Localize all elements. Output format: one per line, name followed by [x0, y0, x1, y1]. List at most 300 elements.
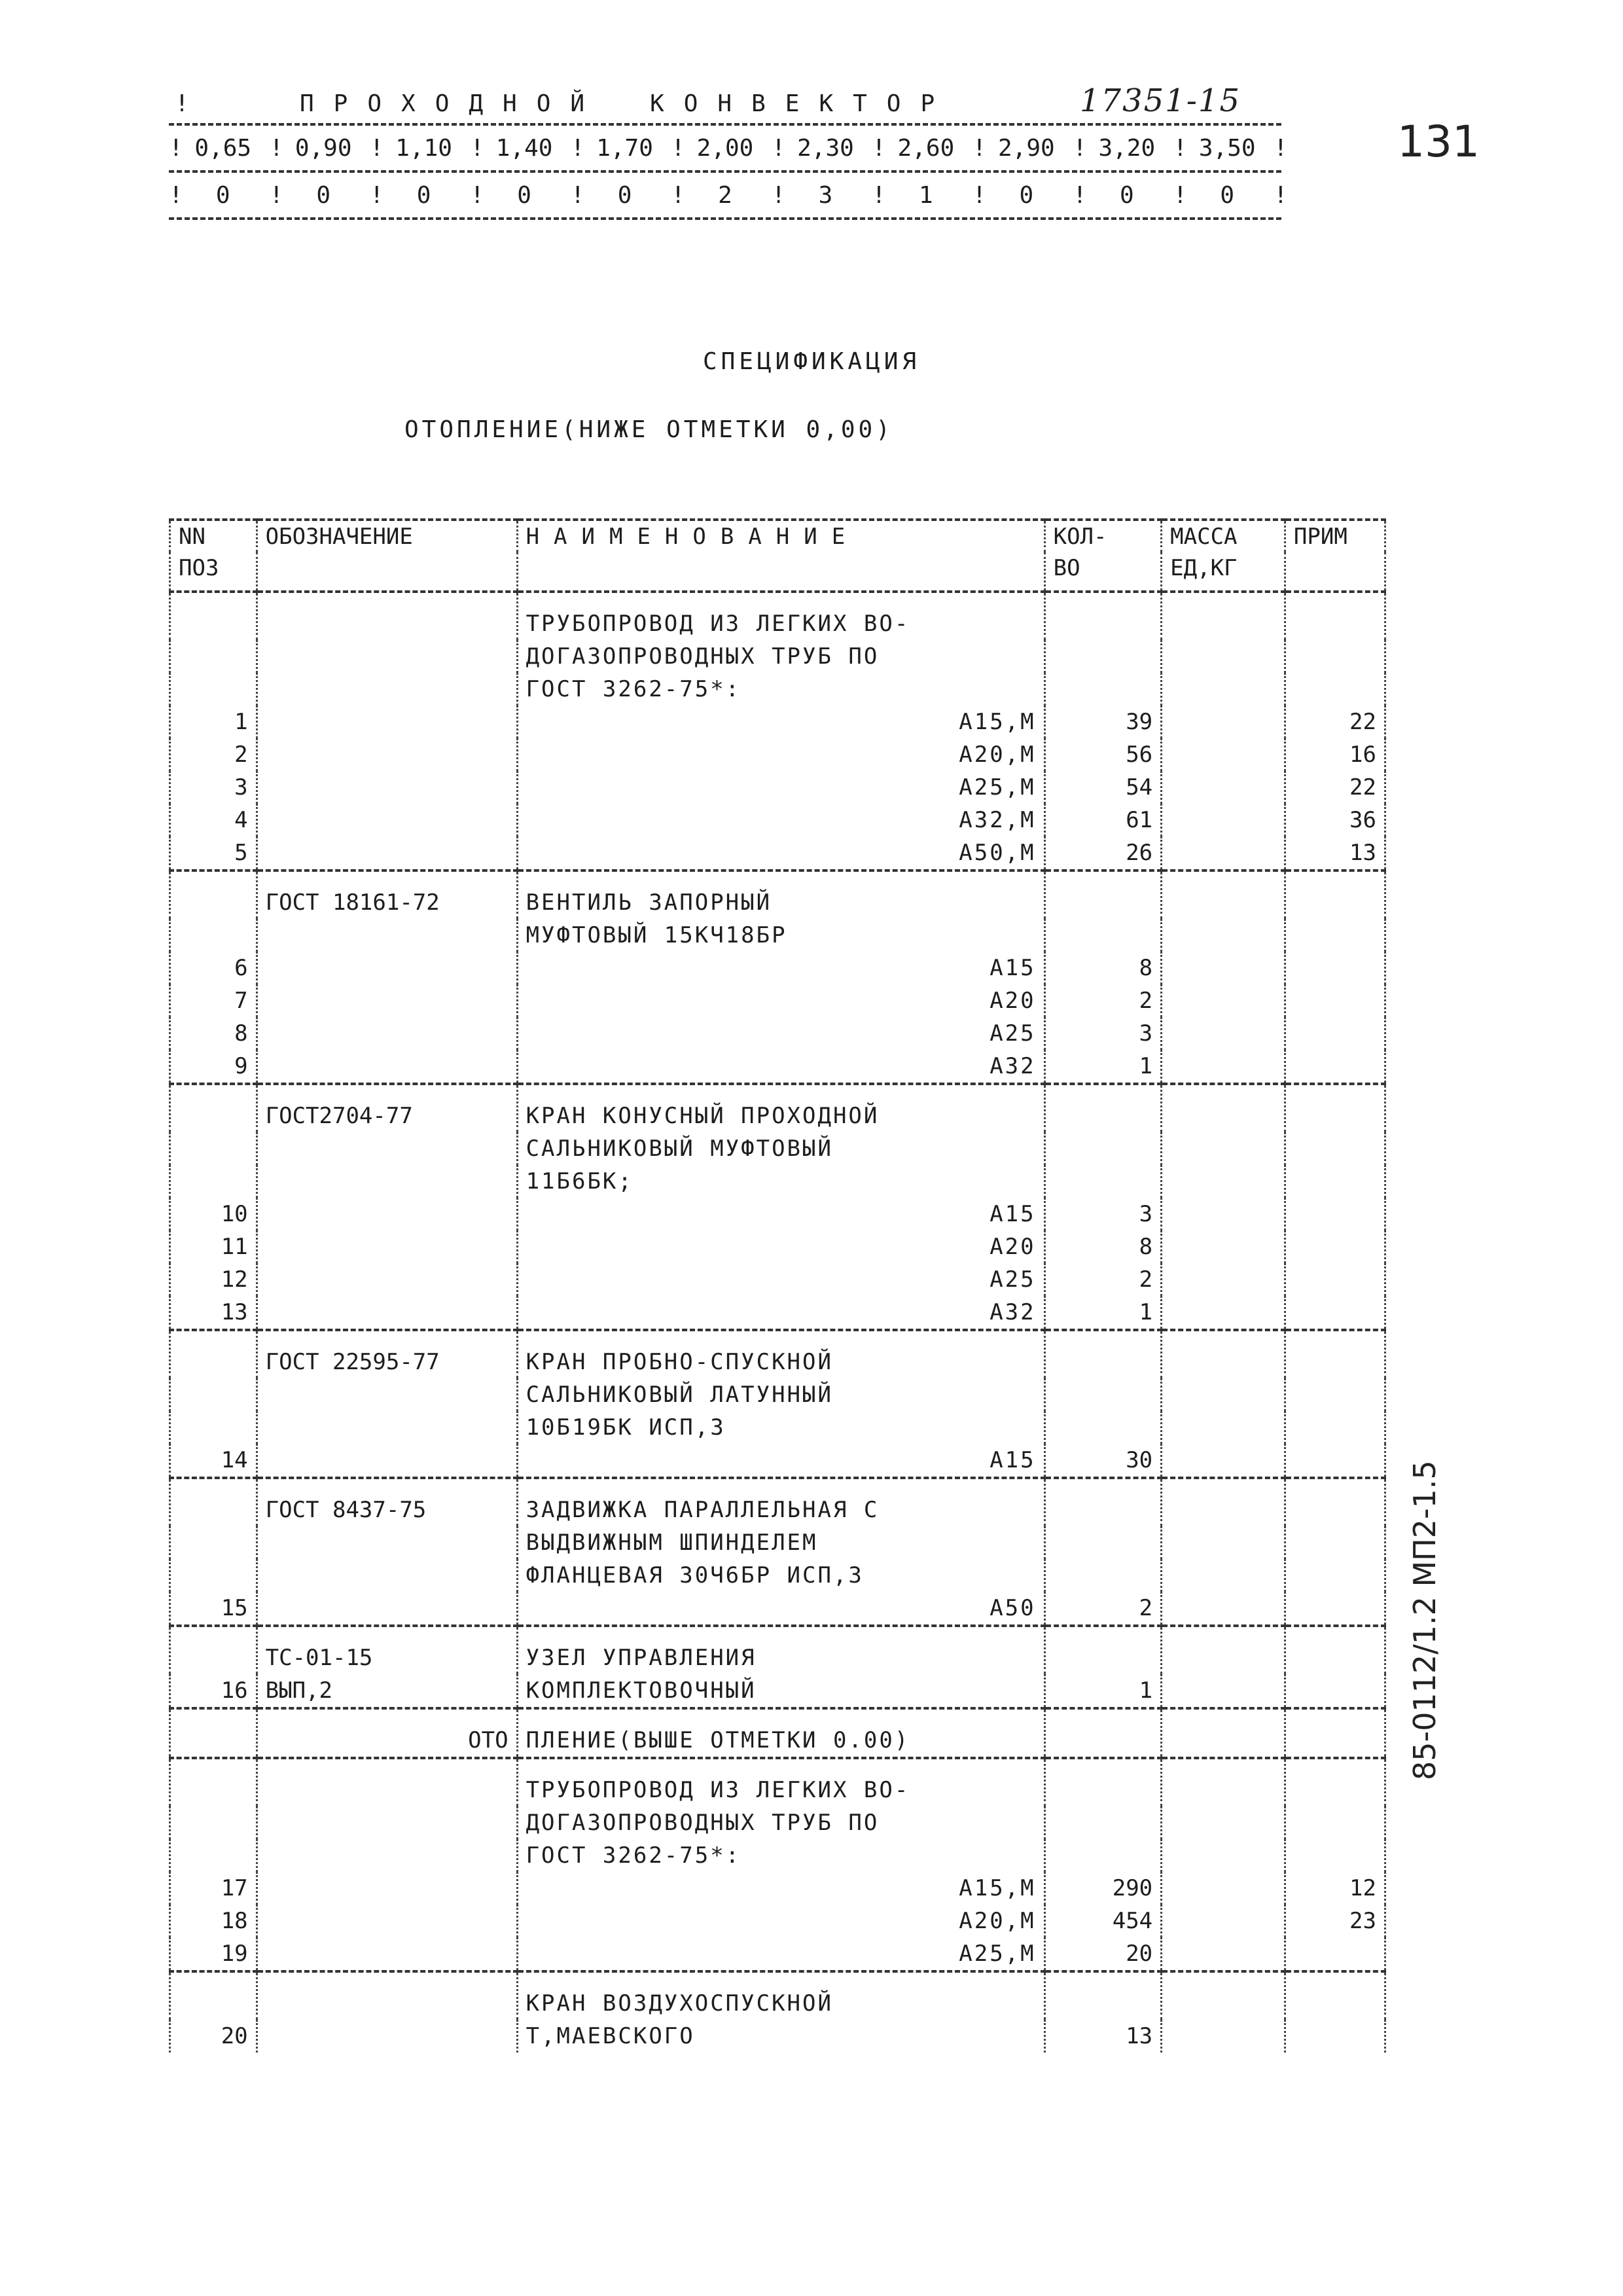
designation-cell	[257, 1050, 517, 1084]
qty-cell	[1044, 1806, 1162, 1839]
size-cell: А32	[517, 1050, 1044, 1084]
name-cell: КОМПЛЕКТОВОЧНЫЙ	[517, 1674, 1044, 1708]
name-cell: САЛЬНИКОВЫЙ МУФТОВЫЙ	[517, 1132, 1044, 1165]
note-cell	[1285, 952, 1385, 984]
note-cell	[1285, 1674, 1385, 1708]
pos-cell	[170, 1378, 257, 1411]
qty-cell: 30	[1044, 1444, 1162, 1478]
convector-counts-row: ! 0 ! 0 ! 0 ! 0 ! 0 ! 2 ! 3 ! 1 ! 0 ! 0 ! 0 !	[169, 181, 1288, 209]
note-cell	[1285, 1230, 1385, 1263]
designation-cell	[257, 738, 517, 771]
mass-cell	[1162, 1017, 1285, 1050]
spec-title: СПЕЦИФИКАЦИЯ	[702, 348, 921, 375]
convector-lengths-row: ! 0,65 ! 0,90 ! 1,10 ! 1,40 ! 1,70 ! 2,00 ! 2,30 ! 2,60 ! 2,90 ! 3,20 ! 3,50 !	[169, 134, 1288, 162]
designation-cell	[257, 1444, 517, 1478]
name-cell: ФЛАНЦЕВАЯ 30Ч6БР ИСП,3	[517, 1559, 1044, 1592]
table-row	[170, 1084, 1385, 1132]
mass-cell	[1162, 804, 1285, 836]
designation-cell	[257, 1937, 517, 1971]
table-row	[170, 592, 1385, 640]
section-right-cell: ПЛЕНИЕ(ВЫШЕ ОТМЕТКИ 0.00)	[517, 1708, 1044, 1758]
pos-cell: 18	[170, 1905, 257, 1937]
table-row	[170, 1559, 1385, 1592]
qty-cell	[1044, 1839, 1162, 1872]
convector-count-cell: 0	[1019, 181, 1034, 209]
pos-cell	[170, 592, 257, 640]
designation-cell	[257, 2020, 517, 2053]
pos-cell	[170, 1330, 257, 1378]
designation-cell	[257, 1526, 517, 1559]
qty-cell: 26	[1044, 836, 1162, 870]
pos-cell: 1	[170, 706, 257, 738]
designation-cell: ВЫП,2	[257, 1674, 517, 1708]
mass-cell	[1162, 738, 1285, 771]
designation-cell	[257, 1592, 517, 1626]
qty-cell	[1044, 1626, 1162, 1674]
note-cell: 22	[1285, 771, 1385, 804]
designation-cell	[257, 1559, 517, 1592]
table-row	[170, 1132, 1385, 1165]
table-row	[170, 919, 1385, 952]
spec-table	[169, 518, 1386, 2053]
note-cell	[1285, 1263, 1385, 1296]
designation-cell	[257, 673, 517, 706]
note-cell: 22	[1285, 706, 1385, 738]
mass-cell	[1162, 1084, 1285, 1132]
pos-cell	[170, 673, 257, 706]
convector-length-cell: 2,30	[797, 134, 854, 162]
table-row	[170, 836, 1385, 870]
qty-cell: 1	[1044, 1296, 1162, 1330]
pos-cell	[170, 1559, 257, 1592]
mass-cell	[1162, 836, 1285, 870]
size-cell: А15,М	[517, 706, 1044, 738]
pos-cell: 5	[170, 836, 257, 870]
pos-cell	[170, 1526, 257, 1559]
pos-cell: 15	[170, 1592, 257, 1626]
qty-cell: 61	[1044, 804, 1162, 836]
mass-cell	[1162, 640, 1285, 673]
mass-cell	[1162, 706, 1285, 738]
note-cell	[1285, 1526, 1385, 1559]
table-row	[170, 640, 1385, 673]
name-cell: ДОГАЗОПРОВОДНЫХ ТРУБ ПО	[517, 1806, 1044, 1839]
table-row	[170, 952, 1385, 984]
convector-length-cell: 1,40	[495, 134, 553, 162]
note-cell	[1285, 1165, 1385, 1198]
size-cell: А15	[517, 1198, 1044, 1230]
qty-cell: 54	[1044, 771, 1162, 804]
size-cell: А25	[517, 1017, 1044, 1050]
name-cell: УЗЕЛ УПРАВЛЕНИЯ	[517, 1626, 1044, 1674]
pos-cell	[170, 1806, 257, 1839]
pos-cell: 9	[170, 1050, 257, 1084]
note-cell	[1285, 1937, 1385, 1971]
note-cell	[1285, 984, 1385, 1017]
qty-cell	[1044, 919, 1162, 952]
qty-cell: 8	[1044, 952, 1162, 984]
header-mass: МАССА	[1162, 520, 1285, 552]
pos-cell	[170, 1626, 257, 1674]
table-row	[170, 1198, 1385, 1230]
convector-count-cell: 0	[416, 181, 431, 209]
mass-cell	[1162, 1758, 1285, 1806]
convector-length-cell: 3,50	[1198, 134, 1256, 162]
mass-cell	[1162, 1378, 1285, 1411]
designation-cell: ГОСТ 18161-72	[257, 870, 517, 919]
note-cell	[1285, 1758, 1385, 1806]
mass-cell	[1162, 1592, 1285, 1626]
convector-length-cell: 2,00	[696, 134, 754, 162]
convector-length-cell: 2,60	[897, 134, 955, 162]
convector-count-cell: 0	[617, 181, 632, 209]
mass-cell	[1162, 870, 1285, 919]
mass-cell	[1162, 1839, 1285, 1872]
pos-cell	[170, 1165, 257, 1198]
name-cell: ВЫДВИЖНЫМ ШПИНДЕЛЕМ	[517, 1526, 1044, 1559]
pos-cell: 7	[170, 984, 257, 1017]
table-row	[170, 984, 1385, 1017]
note-cell	[1285, 1132, 1385, 1165]
designation-cell: ГОСТ 8437-75	[257, 1478, 517, 1526]
qty-cell	[1044, 1526, 1162, 1559]
table-row	[170, 1971, 1385, 2020]
pos-cell	[170, 1758, 257, 1806]
convector-length-cell: 0,65	[194, 134, 252, 162]
qty-cell	[1044, 673, 1162, 706]
pos-cell: 6	[170, 952, 257, 984]
table-row	[170, 1592, 1385, 1626]
convector-length-cell: 0,90	[294, 134, 352, 162]
size-cell: А20	[517, 984, 1044, 1017]
mass-cell	[1162, 1444, 1285, 1478]
name-cell: МУФТОВЫЙ 15КЧ18БР	[517, 919, 1044, 952]
designation-cell	[257, 1263, 517, 1296]
pos-cell: 14	[170, 1444, 257, 1478]
designation-cell	[257, 1230, 517, 1263]
table-row	[170, 1230, 1385, 1263]
header-name: НАИМЕНОВАНИЕ	[517, 520, 1044, 552]
qty-cell: 2	[1044, 984, 1162, 1017]
qty-cell: 1	[1044, 1050, 1162, 1084]
note-cell: 36	[1285, 804, 1385, 836]
pos-cell: 2	[170, 738, 257, 771]
handwritten-code: 17351-15	[1080, 82, 1241, 119]
qty-cell	[1044, 640, 1162, 673]
note-cell	[1285, 2020, 1385, 2053]
table-row	[170, 804, 1385, 836]
mass-cell	[1162, 1559, 1285, 1592]
size-cell: А15	[517, 952, 1044, 984]
table-row	[170, 1526, 1385, 1559]
note-cell	[1285, 1017, 1385, 1050]
pos-cell: 16	[170, 1674, 257, 1708]
designation-cell: ГОСТ 22595-77	[257, 1330, 517, 1378]
pos-cell	[170, 919, 257, 952]
size-cell: А25	[517, 1263, 1044, 1296]
qty-cell	[1044, 1165, 1162, 1198]
note-cell	[1285, 1444, 1385, 1478]
convector-title-word2: КОНВЕКТОР	[650, 90, 955, 117]
spec-body	[170, 592, 1385, 2053]
designation-cell	[257, 804, 517, 836]
mass-cell	[1162, 2020, 1285, 2053]
note-cell: 12	[1285, 1872, 1385, 1905]
qty-cell	[1044, 1559, 1162, 1592]
mass-cell	[1162, 592, 1285, 640]
pos-cell: 19	[170, 1937, 257, 1971]
convector-length-cell: 1,10	[395, 134, 452, 162]
mass-cell	[1162, 1411, 1285, 1444]
mass-cell	[1162, 1526, 1285, 1559]
designation-cell	[257, 1017, 517, 1050]
pos-cell	[170, 1839, 257, 1872]
mass-cell	[1162, 1230, 1285, 1263]
size-cell: А20,М	[517, 1905, 1044, 1937]
mass-cell	[1162, 1330, 1285, 1378]
note-cell	[1285, 870, 1385, 919]
note-cell	[1285, 673, 1385, 706]
qty-cell	[1044, 1411, 1162, 1444]
designation-cell	[257, 1296, 517, 1330]
table-row	[170, 1478, 1385, 1526]
side-code: 85-0112/1.2 МП2-1.5	[1407, 1460, 1442, 1780]
table-row	[170, 1378, 1385, 1411]
qty-cell: 2	[1044, 1263, 1162, 1296]
note-cell	[1285, 1626, 1385, 1674]
name-cell: КРАН ВОЗДУХОСПУСКНОЙ	[517, 1971, 1044, 2020]
designation-cell	[257, 640, 517, 673]
mass-cell	[1162, 1050, 1285, 1084]
table-row	[170, 738, 1385, 771]
table-row	[170, 1872, 1385, 1905]
page-number: 131	[1397, 117, 1480, 167]
mass-cell	[1162, 984, 1285, 1017]
table-row	[170, 1330, 1385, 1378]
designation-cell	[257, 1971, 517, 2020]
mass-cell	[1162, 1708, 1285, 1758]
note-cell: 16	[1285, 738, 1385, 771]
mass-cell	[1162, 1478, 1285, 1526]
pos-cell: 3	[170, 771, 257, 804]
note-cell	[1285, 1330, 1385, 1378]
qty-cell	[1044, 1708, 1162, 1758]
name-cell: 10Б19БК ИСП,3	[517, 1411, 1044, 1444]
designation-cell	[257, 984, 517, 1017]
qty-cell: 39	[1044, 706, 1162, 738]
table-row	[170, 771, 1385, 804]
pos-cell	[170, 870, 257, 919]
mass-cell	[1162, 1937, 1285, 1971]
header-qty: КОЛ-	[1044, 520, 1162, 552]
header-designation: ОБОЗНАЧЕНИЕ	[257, 520, 517, 552]
table-row	[170, 2020, 1385, 2053]
name-cell: ГОСТ 3262-75*:	[517, 673, 1044, 706]
note-cell	[1285, 1084, 1385, 1132]
pos-cell	[170, 1971, 257, 2020]
table-row	[170, 1806, 1385, 1839]
qty-cell	[1044, 592, 1162, 640]
note-cell	[1285, 1050, 1385, 1084]
size-cell: А20	[517, 1230, 1044, 1263]
note-cell	[1285, 1411, 1385, 1444]
name-cell: ДОГАЗОПРОВОДНЫХ ТРУБ ПО	[517, 640, 1044, 673]
table-row	[170, 706, 1385, 738]
note-cell	[1285, 1708, 1385, 1758]
note-cell	[1285, 592, 1385, 640]
qty-cell: 56	[1044, 738, 1162, 771]
table-row	[170, 1674, 1385, 1708]
mass-cell	[1162, 952, 1285, 984]
table-row	[170, 1165, 1385, 1198]
designation-cell	[257, 1806, 517, 1839]
header-pos: NN	[170, 520, 257, 552]
header-note: ПРИМ	[1285, 520, 1385, 552]
note-cell	[1285, 1198, 1385, 1230]
note-cell	[1285, 640, 1385, 673]
qty-cell	[1044, 1478, 1162, 1526]
pos-cell: 13	[170, 1296, 257, 1330]
name-cell: САЛЬНИКОВЫЙ ЛАТУННЫЙ	[517, 1378, 1044, 1411]
header-mass-2: ЕД,КГ	[1162, 552, 1285, 592]
qty-cell: 8	[1044, 1230, 1162, 1263]
table-row	[170, 1017, 1385, 1050]
mass-cell	[1162, 1132, 1285, 1165]
convector-count-cell: 0	[215, 181, 230, 209]
name-cell: 11Б6БК;	[517, 1165, 1044, 1198]
table-row	[170, 1263, 1385, 1296]
name-cell: ЗАДВИЖКА ПАРАЛЛЕЛЬНАЯ С	[517, 1478, 1044, 1526]
table-row	[170, 1839, 1385, 1872]
mass-cell	[1162, 1296, 1285, 1330]
section-left-cell: ОТО	[257, 1708, 517, 1758]
mass-cell	[1162, 771, 1285, 804]
designation-cell	[257, 952, 517, 984]
table-row	[170, 1758, 1385, 1806]
mass-cell	[1162, 1674, 1285, 1708]
qty-cell	[1044, 1330, 1162, 1378]
designation-cell	[257, 1411, 517, 1444]
designation-cell	[257, 592, 517, 640]
note-cell: 13	[1285, 836, 1385, 870]
pos-cell: 11	[170, 1230, 257, 1263]
size-cell: А32,М	[517, 804, 1044, 836]
mass-cell	[1162, 1165, 1285, 1198]
header-pos-2: ПОЗ	[170, 552, 257, 592]
qty-cell: 3	[1044, 1198, 1162, 1230]
convector-count-cell: 0	[1220, 181, 1235, 209]
table-row	[170, 1050, 1385, 1084]
note-cell	[1285, 1559, 1385, 1592]
note-cell	[1285, 1378, 1385, 1411]
size-cell: А25,М	[517, 1937, 1044, 1971]
pos-cell	[170, 1478, 257, 1526]
size-cell: А25,М	[517, 771, 1044, 804]
qty-cell	[1044, 1971, 1162, 2020]
pos-cell: 10	[170, 1198, 257, 1230]
note-cell	[1285, 1296, 1385, 1330]
convector-length-cell: 1,70	[596, 134, 653, 162]
designation-cell: ГОСТ2704-77	[257, 1084, 517, 1132]
size-cell: А15,М	[517, 1872, 1044, 1905]
mass-cell	[1162, 1626, 1285, 1674]
table-row	[170, 1411, 1385, 1444]
section-row	[170, 1708, 1385, 1758]
designation-cell	[257, 1905, 517, 1937]
note-cell	[1285, 1839, 1385, 1872]
convector-title: ! ПРОХОДНОЙ КОНВЕКТОР	[175, 90, 955, 117]
convector-length-cell: 3,20	[1098, 134, 1156, 162]
table-row	[170, 1626, 1385, 1674]
table-row	[170, 1296, 1385, 1330]
name-cell: ГОСТ 3262-75*:	[517, 1839, 1044, 1872]
pos-cell	[170, 1132, 257, 1165]
mass-cell	[1162, 1198, 1285, 1230]
convector-count-cell: 0	[517, 181, 531, 209]
note-cell: 23	[1285, 1905, 1385, 1937]
table-row	[170, 1444, 1385, 1478]
convector-length-cell: 2,90	[998, 134, 1055, 162]
qty-cell	[1044, 1084, 1162, 1132]
qty-cell	[1044, 870, 1162, 919]
convector-count-cell: 0	[316, 181, 331, 209]
note-cell	[1285, 1478, 1385, 1526]
qty-cell	[1044, 1132, 1162, 1165]
pos-cell	[170, 1708, 257, 1758]
mass-cell	[1162, 1905, 1285, 1937]
designation-cell	[257, 1839, 517, 1872]
size-cell: А50	[517, 1592, 1044, 1626]
mass-cell	[1162, 673, 1285, 706]
mass-cell	[1162, 919, 1285, 952]
spec-header-row	[170, 520, 1385, 552]
pos-cell	[170, 1084, 257, 1132]
mass-cell	[1162, 1263, 1285, 1296]
size-cell: А20,М	[517, 738, 1044, 771]
designation-cell	[257, 836, 517, 870]
designation-cell	[257, 1378, 517, 1411]
name-cell: ТРУБОПРОВОД ИЗ ЛЕГКИХ ВО-	[517, 1758, 1044, 1806]
mass-cell	[1162, 1806, 1285, 1839]
note-cell	[1285, 1806, 1385, 1839]
designation-cell	[257, 1758, 517, 1806]
table-row	[170, 673, 1385, 706]
note-cell	[1285, 1592, 1385, 1626]
qty-cell: 13	[1044, 2020, 1162, 2053]
heating-title: ОТОПЛЕНИЕ(НИЖЕ ОТМЕТКИ 0,00)	[404, 416, 893, 443]
designation-cell	[257, 771, 517, 804]
qty-cell: 454	[1044, 1905, 1162, 1937]
designation-cell	[257, 1132, 517, 1165]
convector-count-cell: 2	[718, 181, 732, 209]
qty-cell: 3	[1044, 1017, 1162, 1050]
table-row	[170, 1937, 1385, 1971]
pos-cell: 12	[170, 1263, 257, 1296]
name-cell: КРАН КОНУСНЫЙ ПРОХОДНОЙ	[517, 1084, 1044, 1132]
qty-cell: 290	[1044, 1872, 1162, 1905]
qty-cell: 20	[1044, 1937, 1162, 1971]
name-cell: ВЕНТИЛЬ ЗАПОРНЫЙ	[517, 870, 1044, 919]
designation-cell	[257, 1165, 517, 1198]
pos-cell: 8	[170, 1017, 257, 1050]
pos-cell: 17	[170, 1872, 257, 1905]
designation-cell	[257, 706, 517, 738]
pos-cell	[170, 640, 257, 673]
qty-cell	[1044, 1378, 1162, 1411]
table-row	[170, 1905, 1385, 1937]
name-cell: КРАН ПРОБНО-СПУСКНОЙ	[517, 1330, 1044, 1378]
convector-count-cell: 0	[1119, 181, 1134, 209]
